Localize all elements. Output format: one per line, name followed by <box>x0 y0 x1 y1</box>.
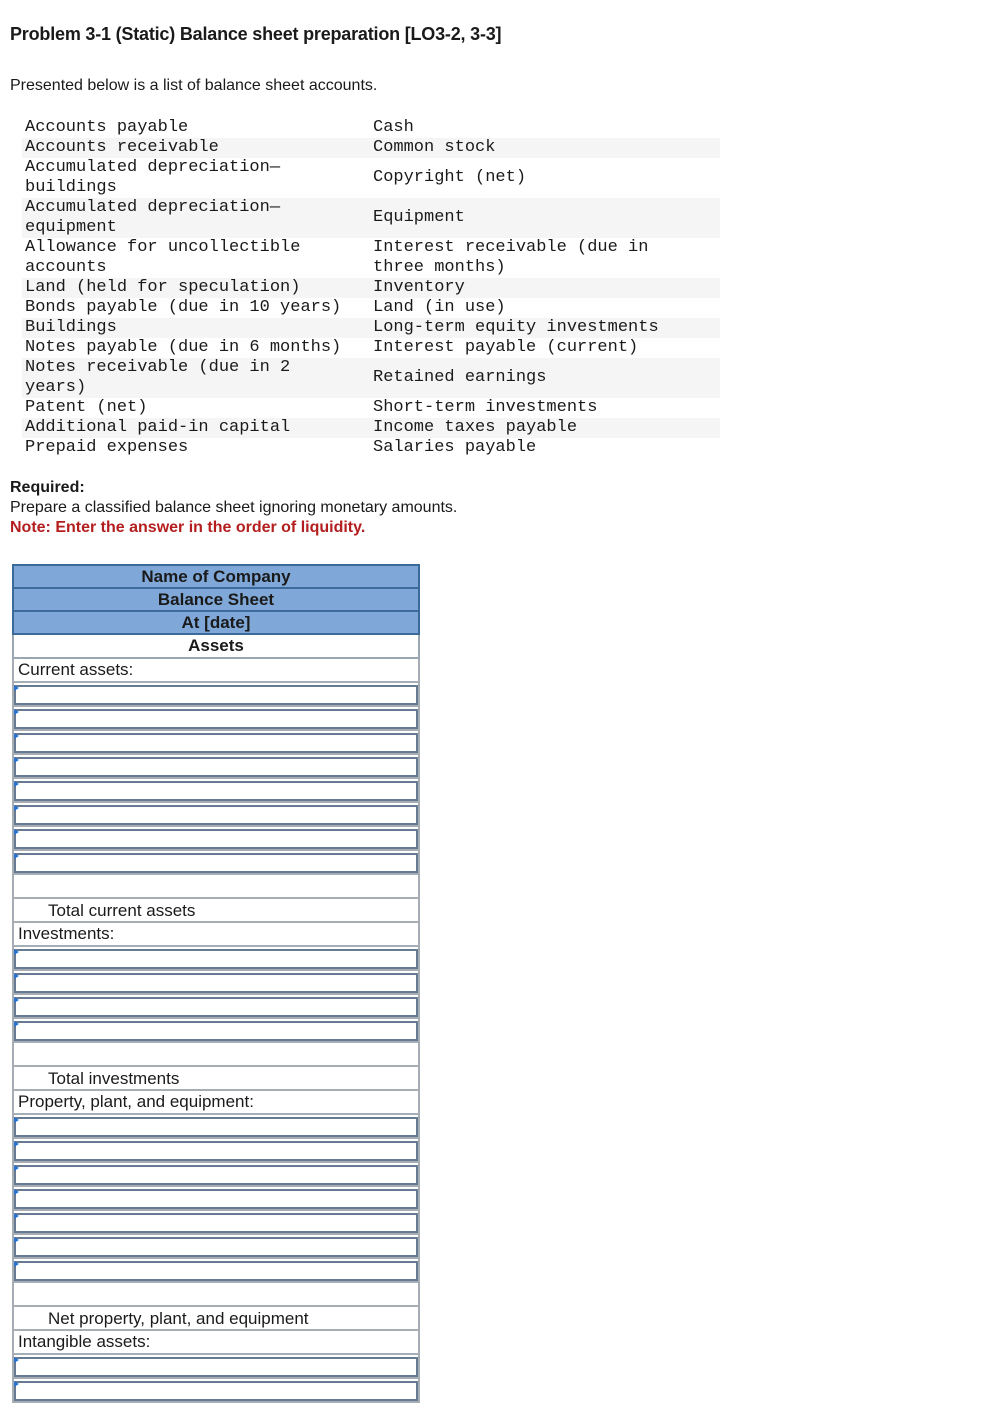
account-right: Retained earnings <box>373 368 547 387</box>
account-right: Short-term investments <box>373 398 598 417</box>
required-instruction: Prepare a classified balance sheet ignoring monetary amounts. <box>10 499 458 516</box>
required-section <box>10 478 457 538</box>
account-left: Notes payable (due in 6 months) <box>25 338 342 357</box>
answer-row <box>12 1187 420 1211</box>
account-row <box>22 198 720 238</box>
dropdown-marker-icon <box>14 997 19 1003</box>
section-label: Investments: <box>12 923 420 947</box>
required-label: Required: <box>10 479 85 496</box>
account-right: Salaries payable <box>373 438 537 457</box>
account-left: Bonds payable (due in 10 years) <box>25 298 342 317</box>
account-left: Allowance for uncollectible accounts <box>25 238 301 277</box>
account-left: Accounts receivable <box>25 138 219 157</box>
account-row <box>22 398 720 418</box>
account-dropdown[interactable] <box>14 757 418 777</box>
answer-row <box>12 755 420 779</box>
account-right: Interest payable (current) <box>373 338 639 357</box>
dropdown-marker-icon <box>14 973 19 979</box>
problem-title: Problem 3-1 (Static) Balance sheet preparation [LO3-2, 3-3] <box>10 24 502 44</box>
account-dropdown[interactable] <box>14 973 418 993</box>
answer-row <box>12 803 420 827</box>
balance-sheet-rows <box>12 659 420 1403</box>
account-dropdown[interactable] <box>14 853 418 873</box>
account-row <box>22 138 720 158</box>
dropdown-marker-icon <box>14 709 19 715</box>
answer-row <box>12 851 420 875</box>
dropdown-marker-icon <box>14 757 19 763</box>
account-right: Equipment <box>373 208 465 227</box>
account-dropdown[interactable] <box>14 1261 418 1281</box>
account-dropdown[interactable] <box>14 685 418 705</box>
account-row <box>22 278 720 298</box>
account-right: Income taxes payable <box>373 418 578 437</box>
dropdown-marker-icon <box>14 853 19 859</box>
answer-row <box>12 707 420 731</box>
answer-row <box>12 995 420 1019</box>
answer-row <box>12 1235 420 1259</box>
account-row <box>22 338 720 358</box>
account-dropdown[interactable] <box>14 709 418 729</box>
dropdown-marker-icon <box>14 1381 19 1387</box>
account-left: Buildings <box>25 318 117 337</box>
total-label: Net property, plant, and equipment <box>12 1307 420 1331</box>
account-right: Inventory <box>373 278 465 297</box>
section-label: Intangible assets: <box>12 1331 420 1355</box>
dropdown-marker-icon <box>14 1189 19 1195</box>
answer-row <box>12 1211 420 1235</box>
dropdown-marker-icon <box>14 1141 19 1147</box>
section-label: Current assets: <box>12 659 420 683</box>
total-label: Total investments <box>12 1067 420 1091</box>
statement-name-header: Balance Sheet <box>12 587 420 610</box>
answer-row <box>12 683 420 707</box>
dropdown-marker-icon <box>14 781 19 787</box>
dropdown-marker-icon <box>14 1261 19 1267</box>
account-dropdown[interactable] <box>14 781 418 801</box>
account-dropdown[interactable] <box>14 1357 418 1377</box>
account-dropdown[interactable] <box>14 1237 418 1257</box>
balance-sheet-form <box>12 564 420 1403</box>
assets-heading: Assets <box>12 635 420 659</box>
dropdown-marker-icon <box>14 1213 19 1219</box>
intro-text: Presented below is a list of balance sheet accounts. <box>10 77 378 94</box>
account-right: Interest receivable (due in three months) <box>373 238 649 277</box>
account-dropdown[interactable] <box>14 997 418 1017</box>
account-right: Copyright (net) <box>373 168 527 187</box>
account-right: Common stock <box>373 138 496 157</box>
account-left: Accumulated depreciation— equipment <box>25 198 281 237</box>
account-row <box>22 298 720 318</box>
answer-row <box>12 1115 420 1139</box>
answer-row <box>12 827 420 851</box>
total-label: Total current assets <box>12 899 420 923</box>
account-row <box>22 238 720 278</box>
account-dropdown[interactable] <box>14 949 418 969</box>
account-dropdown[interactable] <box>14 1141 418 1161</box>
answer-row <box>12 1259 420 1283</box>
account-row <box>22 118 720 138</box>
dropdown-marker-icon <box>14 829 19 835</box>
account-row <box>22 318 720 338</box>
answer-row <box>12 1379 420 1403</box>
dropdown-marker-icon <box>14 805 19 811</box>
answer-row <box>12 1355 420 1379</box>
account-left: Additional paid-in capital <box>25 418 291 437</box>
company-name-header: Name of Company <box>12 564 420 587</box>
account-dropdown[interactable] <box>14 1117 418 1137</box>
answer-row <box>12 731 420 755</box>
account-dropdown[interactable] <box>14 1021 418 1041</box>
answer-row <box>12 1139 420 1163</box>
account-dropdown[interactable] <box>14 1165 418 1185</box>
dropdown-marker-icon <box>14 685 19 691</box>
account-row <box>22 358 720 398</box>
dropdown-marker-icon <box>14 733 19 739</box>
dropdown-marker-icon <box>14 949 19 955</box>
account-left: Patent (net) <box>25 398 148 417</box>
answer-row <box>12 779 420 803</box>
account-dropdown[interactable] <box>14 805 418 825</box>
section-label: Property, plant, and equipment: <box>12 1091 420 1115</box>
dropdown-marker-icon <box>14 1021 19 1027</box>
account-right: Land (in use) <box>373 298 506 317</box>
account-list <box>22 118 720 458</box>
spacer-row <box>12 875 420 899</box>
account-left: Notes receivable (due in 2 years) <box>25 358 291 397</box>
account-right: Cash <box>373 118 414 137</box>
answer-row <box>12 1163 420 1187</box>
dropdown-marker-icon <box>14 1237 19 1243</box>
account-row <box>22 418 720 438</box>
account-dropdown[interactable] <box>14 829 418 849</box>
answer-row <box>12 947 420 971</box>
answer-row <box>12 971 420 995</box>
spacer-row <box>12 1043 420 1067</box>
spacer-row <box>12 1283 420 1307</box>
account-left: Accumulated depreciation— buildings <box>25 158 281 197</box>
account-dropdown[interactable] <box>14 1189 418 1209</box>
account-dropdown[interactable] <box>14 1213 418 1233</box>
dropdown-marker-icon <box>14 1357 19 1363</box>
dropdown-marker-icon <box>14 1117 19 1123</box>
account-left: Prepaid expenses <box>25 438 189 457</box>
account-left: Land (held for speculation) <box>25 278 301 297</box>
dropdown-marker-icon <box>14 1165 19 1171</box>
account-row <box>22 438 720 458</box>
required-note: Note: Enter the answer in the order of liquidity. <box>10 519 366 536</box>
account-row <box>22 158 720 198</box>
account-left: Accounts payable <box>25 118 189 137</box>
account-right: Long-term equity investments <box>373 318 659 337</box>
date-header: At [date] <box>12 610 420 635</box>
answer-row <box>12 1019 420 1043</box>
account-dropdown[interactable] <box>14 733 418 753</box>
account-dropdown[interactable] <box>14 1381 418 1401</box>
